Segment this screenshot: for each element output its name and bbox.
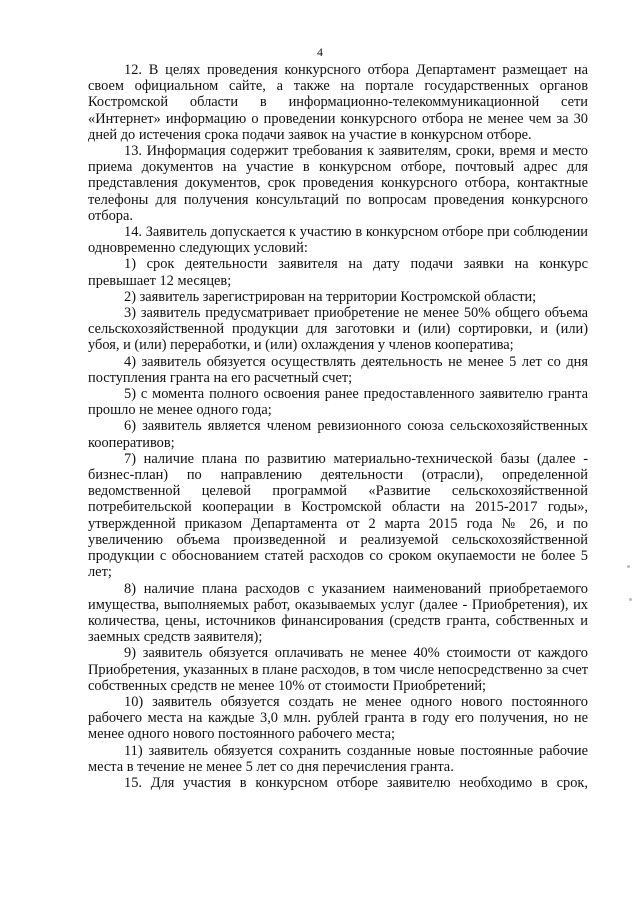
condition-9-cofinancing: 9) заявитель обязуется оплачивать не менее 40% стоимости от каждого Приобретения, указанных в плане расходов, в том числе непосредственно за счет собственных средств не менее 10% от стоимости Приобретений; <box>88 645 588 694</box>
paragraph-13-information: 13. Информация содержит требования к заявителям, сроки, время и место приема документов на участие в конкурсном отборе, почтовый адрес для представления документов, срок проведения конкурсного отбора, контактные телефоны для получения консультаций по вопросам проведения конкурсного отбора. <box>88 143 588 224</box>
condition-6-audit-union: 6) заявитель является членом ревизионного союза сельскохозяйственных кооперативов; <box>88 418 588 451</box>
condition-4-activity-duration: 4) заявитель обязуется осуществлять деятельность не менее 5 лет со дня поступления гранта на его расчетный счет; <box>88 353 588 386</box>
condition-10-new-jobs: 10) заявитель обязуется создать не менее одного нового постоянного рабочего места на каждые 3,0 млн. рублей гранта в году его получения, но не менее одного нового постоянного рабочего места; <box>88 693 588 743</box>
condition-11-keep-jobs: 11) заявитель обязуется сохранить созданные новые постоянные рабочие места в течение не менее 5 лет со дня перечисления гранта. <box>88 742 588 775</box>
condition-2-registration: 2) заявитель зарегистрирован на территории Костромской области; <box>124 288 537 305</box>
condition-5-previous-grant: 5) с момента полного освоения ранее предоставленного заявителю гранта прошло не менее одного года; <box>88 386 588 419</box>
condition-3-purchase-share: 3) заявитель предусматривает приобретение не менее 50% общего объема сельскохозяйственной продукции для заготовки и (или) сортировки, и (или) убоя, и (или) переработки, и (или) охлаждения у членов кооператива; <box>88 305 588 354</box>
scan-speck <box>629 598 632 601</box>
condition-1-activity-term: 1) срок деятельности заявителя на дату подачи заявки на конкурс превышает 12 месяцев; <box>88 256 588 289</box>
paragraph-14-admission-conditions: 14. Заявитель допускается к участию в конкурсном отборе при соблюдении одновременно следующих условий: <box>88 224 588 257</box>
condition-8-expense-plan: 8) наличие плана расходов с указанием наименований приобретаемого имущества, выполняемых работ, оказываемых услуг (далее - Приобретения), их количества, цены, источников финансирования (средств гранта, собственных и заемных средств заявителя); <box>88 580 588 646</box>
page-number: 4 <box>317 45 323 59</box>
paragraph-12-publication: 12. В целях проведения конкурсного отбора Департамент размещает на своем официальном сайте, а также на портале государственных органов Костромской области в информационно-телекоммуникационной сети «Интернет» информацию о проведении конкурсного отбора не менее чем за 30 дней до истечения срока подачи заявок на участие в конкурсном отборе. <box>88 62 588 143</box>
condition-7-business-plan: 7) наличие плана по развитию материально-технической базы (далее - бизнес-план) по направлению деятельности (отрасли), определенной ведомственной целевой программой «Развитие сельскохозяйственной потребительской кооперации в Костромской области на 2015-2017 годы», утвержденной приказом Департамента от 2 марта 2015 года № 26, и по увеличению объема произведенной и реализуемой сельскохозяйственной продукции с обоснованием статей расходов со сроком окупаемости не более 5 лет; <box>88 450 588 581</box>
document-body <box>88 62 588 791</box>
scan-speck <box>627 565 630 568</box>
paragraph-15-participation: 15. Для участия в конкурсном отборе заявителю необходимо в срок, <box>124 774 588 791</box>
